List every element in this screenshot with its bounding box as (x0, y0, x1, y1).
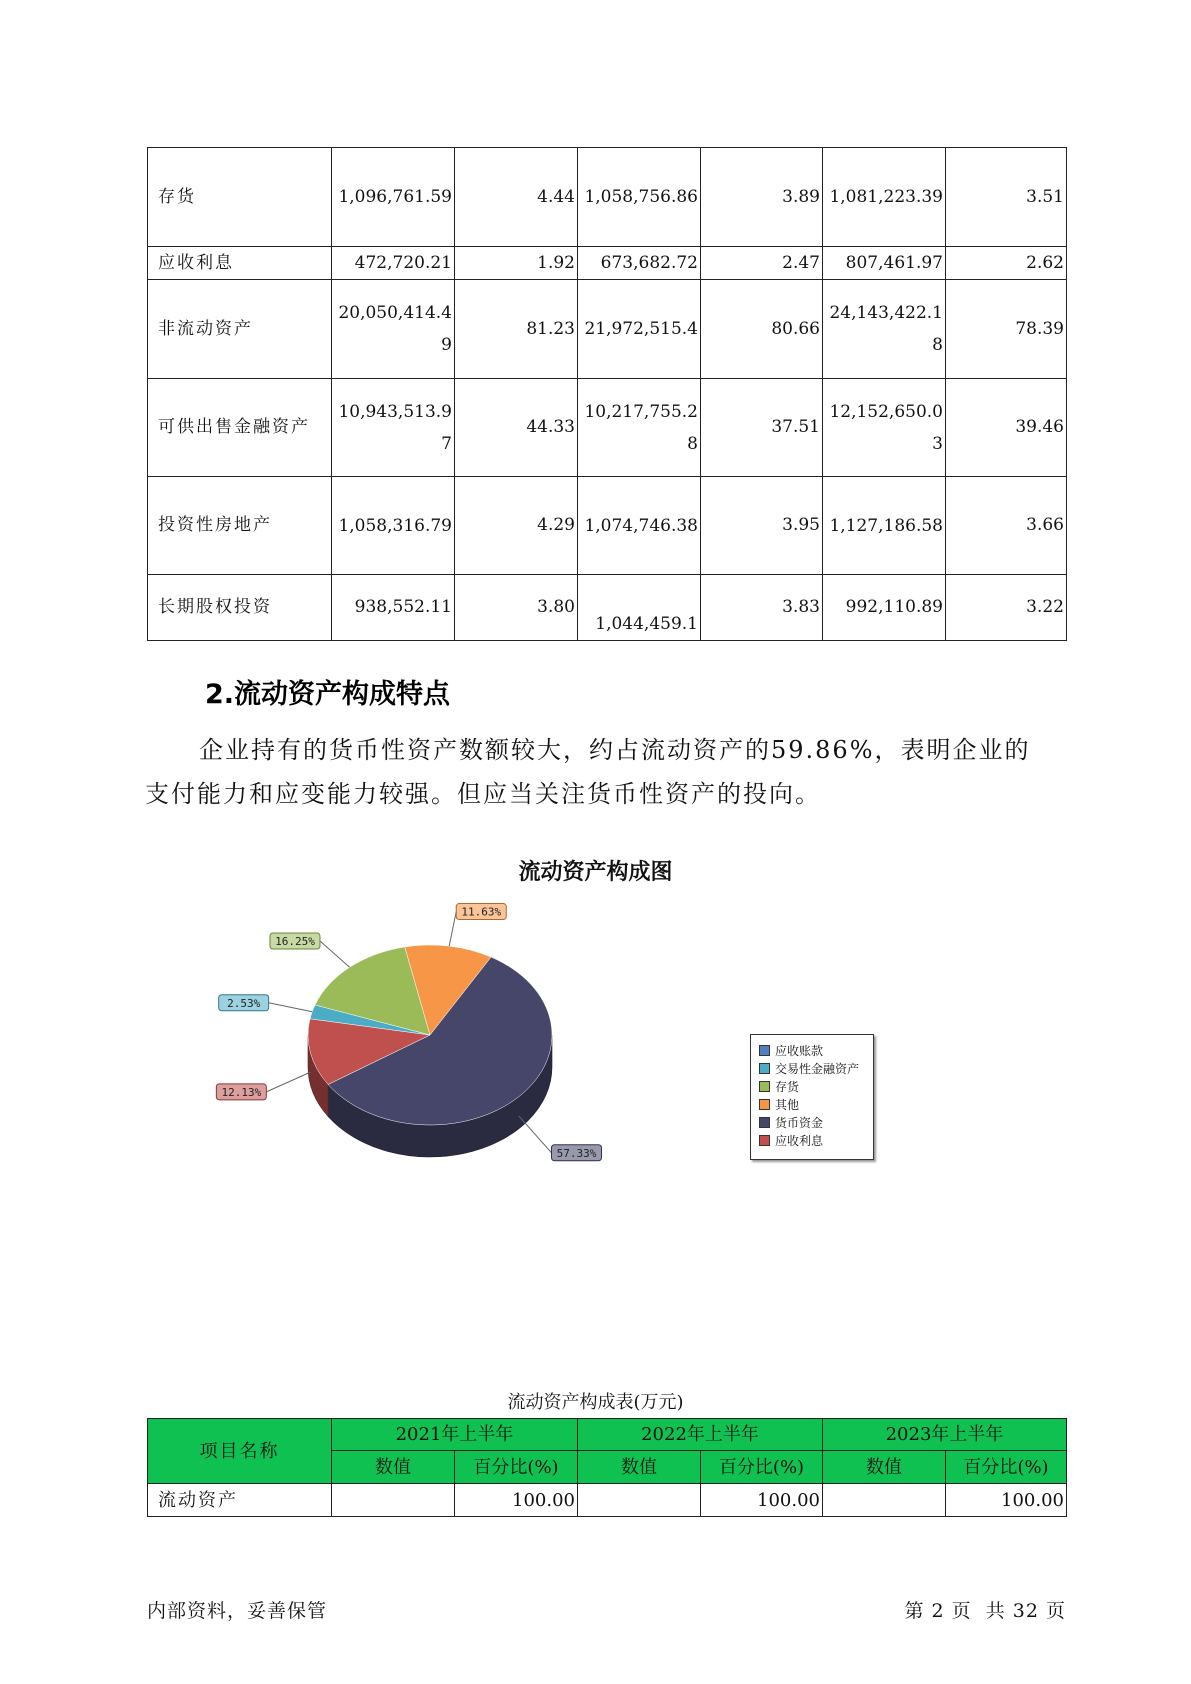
row-name: 流动资产 (148, 1484, 332, 1517)
legend-label: 货币资金 (775, 1115, 824, 1130)
year-header: 2022年上半年 (578, 1419, 823, 1451)
value-cell: 1,127,186.58 (823, 477, 946, 575)
data-label: 12.13% (221, 1085, 262, 1099)
pie-chart (220, 905, 597, 1180)
percent-cell: 3.66 (946, 477, 1067, 575)
row-name: 应收利息 (148, 247, 332, 280)
percent-cell: 1.92 (455, 247, 578, 280)
value-header: 数值 (332, 1451, 455, 1484)
label-leader-line (266, 1072, 310, 1092)
year-header: 2023年上半年 (823, 1419, 1067, 1451)
percent-cell: 3.89 (701, 148, 823, 247)
footer-left: 内部资料，妥善保管 (147, 1600, 328, 1622)
label-leader-line (519, 1116, 552, 1153)
percent-header: 百分比(%) (455, 1451, 578, 1484)
value-cell: 10,217,755.28 (578, 379, 701, 477)
percent-cell: 39.46 (946, 379, 1067, 477)
legend-swatch (759, 1099, 770, 1110)
table-row (148, 280, 1067, 379)
table-row (148, 148, 1067, 247)
row-name: 存货 (148, 148, 332, 247)
row-name: 非流动资产 (148, 280, 332, 379)
percent-cell: 4.44 (455, 148, 578, 247)
legend-swatch (759, 1045, 770, 1056)
percent-cell: 100.00 (701, 1484, 823, 1517)
value-cell (578, 1484, 701, 1517)
legend-item (759, 1059, 873, 1077)
legend-swatch (759, 1063, 770, 1074)
value-cell: 24,143,422.18 (823, 280, 946, 379)
label-leader-line (320, 941, 350, 967)
value-cell: 938,552.11 (332, 575, 455, 641)
row-name: 可供出售金融资产 (148, 379, 332, 477)
composition-table (147, 1418, 1067, 1517)
percent-cell: 100.00 (946, 1484, 1067, 1517)
value-cell: 1,058,756.86 (578, 148, 701, 247)
label-leader-line (269, 1003, 312, 1012)
percent-cell: 81.23 (455, 280, 578, 379)
row-name: 长期股权投资 (148, 575, 332, 641)
percent-cell: 44.33 (455, 379, 578, 477)
year-header: 2021年上半年 (332, 1419, 578, 1451)
value-cell: 1,058,316.79 (332, 477, 455, 575)
percent-cell: 100.00 (455, 1484, 578, 1517)
value-header: 数值 (823, 1451, 946, 1484)
data-label: 57.33% (556, 1146, 597, 1160)
value-header: 数值 (578, 1451, 701, 1484)
percent-cell: 2.62 (946, 247, 1067, 280)
header-row (148, 1419, 1067, 1451)
percent-cell: 3.22 (946, 575, 1067, 641)
legend-item (759, 1095, 873, 1113)
section-heading: 2.流动资产构成特点 (205, 679, 451, 710)
percent-cell: 3.80 (455, 575, 578, 641)
percent-cell: 37.51 (701, 379, 823, 477)
value-cell: 1,044,459.1 (578, 575, 701, 641)
percent-cell: 78.39 (946, 280, 1067, 379)
table-row (148, 575, 1067, 641)
legend-item (759, 1077, 873, 1095)
legend-label: 其他 (775, 1097, 800, 1112)
row-name: 投资性房地产 (148, 477, 332, 575)
value-cell: 12,152,650.03 (823, 379, 946, 477)
percent-cell: 3.83 (701, 575, 823, 641)
legend-item (759, 1131, 873, 1149)
footer-right: 第 2 页 共 32 页 (904, 1600, 1066, 1622)
legend-item (759, 1041, 873, 1059)
label-leader-line (449, 912, 456, 947)
chart-title: 流动资产构成图 (518, 860, 673, 885)
chart-legend (750, 1034, 874, 1160)
percent-cell: 3.51 (946, 148, 1067, 247)
value-cell (332, 1484, 455, 1517)
legend-swatch (759, 1117, 770, 1128)
value-cell: 1,074,746.38 (578, 477, 701, 575)
table-caption: 流动资产构成表(万元) (507, 1392, 684, 1413)
value-cell: 673,682.72 (578, 247, 701, 280)
legend-label: 交易性金融资产 (775, 1061, 860, 1076)
percent-header: 百分比(%) (701, 1451, 823, 1484)
legend-item (759, 1113, 873, 1131)
value-cell (823, 1484, 946, 1517)
item-name-header: 项目名称 (148, 1419, 332, 1484)
data-label: 11.63% (461, 905, 502, 919)
value-cell: 807,461.97 (823, 247, 946, 280)
value-cell: 10,943,513.97 (332, 379, 455, 477)
legend-label: 应收利息 (775, 1133, 824, 1148)
percent-cell: 2.47 (701, 247, 823, 280)
legend-label: 应收账款 (775, 1043, 824, 1058)
data-label: 2.53% (227, 996, 261, 1010)
value-cell: 21,972,515.4 (578, 280, 701, 379)
value-cell: 472,720.21 (332, 247, 455, 280)
table-row (148, 477, 1067, 575)
section-paragraph: 企业持有的货币性资产数额较大，约占流动资产的59.86%，表明企业的支付能力和应变能力较强。但应当关注货币性资产的投向。 (145, 736, 1031, 808)
value-cell: 1,081,223.39 (823, 148, 946, 247)
table-row (148, 1484, 1067, 1517)
table-row (148, 379, 1067, 477)
percent-cell: 80.66 (701, 280, 823, 379)
table-row (148, 247, 1067, 280)
asset-table (147, 147, 1067, 641)
percent-header: 百分比(%) (946, 1451, 1067, 1484)
legend-label: 存货 (775, 1079, 800, 1094)
legend-swatch (759, 1081, 770, 1092)
value-cell: 992,110.89 (823, 575, 946, 641)
value-cell: 1,096,761.59 (332, 148, 455, 247)
legend-swatch (759, 1135, 770, 1146)
percent-cell: 4.29 (455, 477, 578, 575)
percent-cell: 3.95 (701, 477, 823, 575)
data-label: 16.25% (275, 934, 315, 948)
value-cell: 20,050,414.49 (332, 280, 455, 379)
